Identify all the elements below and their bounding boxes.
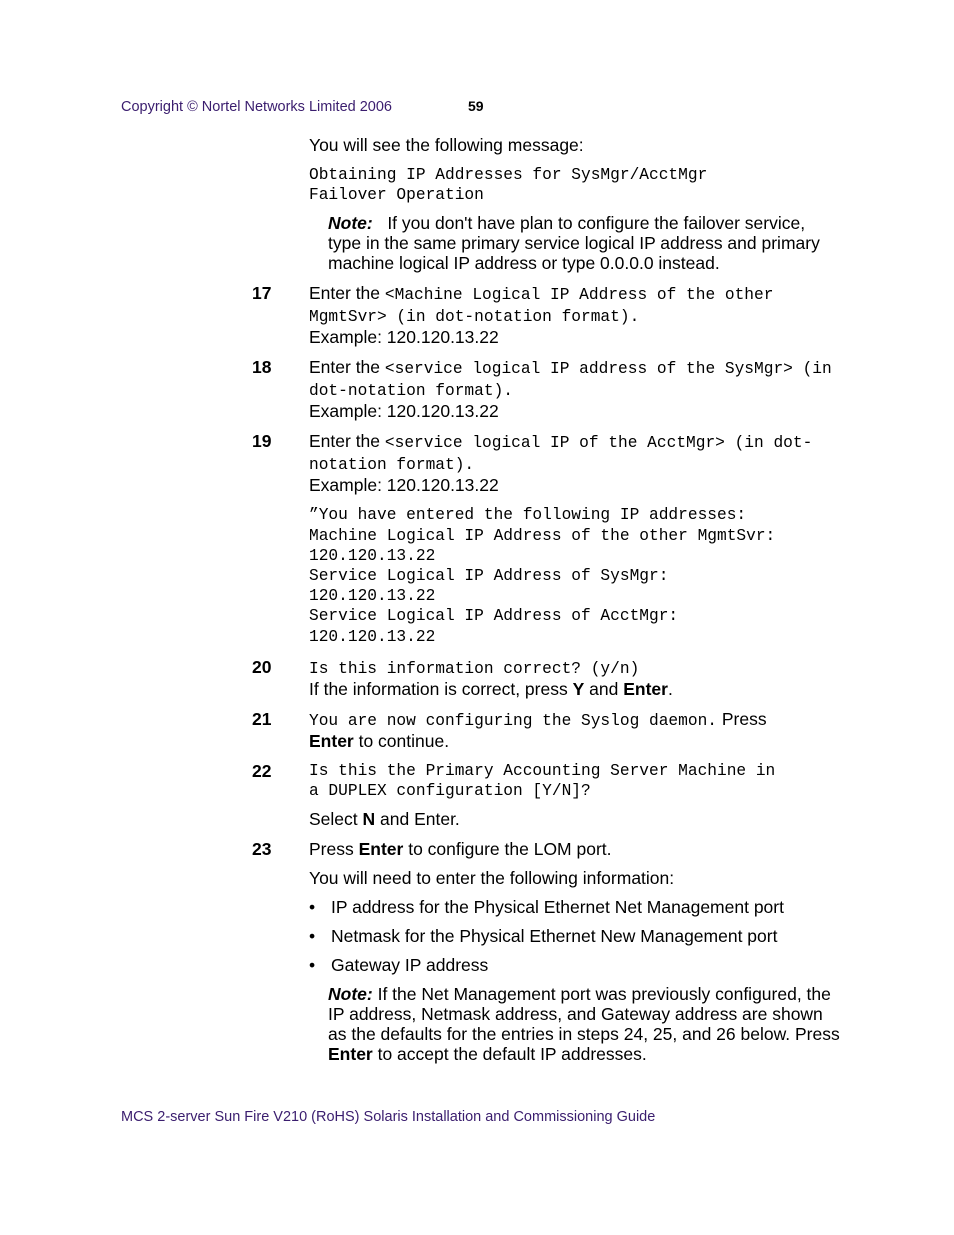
bullet-icon: • [309, 897, 316, 918]
step-text: and [584, 678, 624, 699]
note-text: If the Net Management port was previously configured, the IP address, Netmask address, and Gateway address are shown as the defaults for the entries in steps 24, 25, and 26 below. Press [328, 984, 840, 1045]
step-text: If the information is correct, press [309, 678, 573, 699]
step-code: <service logical IP of the AcctMgr> (in dot-notation format). [309, 434, 813, 475]
step-number: 21 [252, 708, 272, 729]
bullet-text: Gateway IP address [331, 955, 489, 976]
key-enter: Enter [309, 730, 354, 751]
step-number: 20 [252, 656, 272, 677]
note-text: If you don't have plan to configure the failover service, type in the same primary service logical IP address and primary machine logical IP address or type 0.0.0.0 instead. [328, 213, 820, 274]
list-item [309, 897, 842, 917]
step-example: Example: 120.120.13.22 [309, 327, 499, 348]
header-copyright: Copyright © Nortel Networks Limited 2006 [121, 99, 392, 115]
step-number: 19 [252, 431, 272, 452]
step-text: Press [717, 708, 767, 729]
step-22 [252, 761, 842, 829]
key-enter: Enter [623, 678, 668, 699]
step-19 [252, 431, 842, 495]
note-label: Note: [328, 984, 373, 1005]
step-23 [252, 839, 842, 888]
step-body [309, 657, 842, 699]
ip-summary-code-block: ”You have entered the following IP addresses: Machine Logical IP Address of the other MgmtSvr: 120.120.13.22 Service Logical IP Address of SysMgr: 120.120.13.22 Service Logical IP Address of AcctMgr: 120.120.13.22 [309, 506, 776, 646]
step-code: Is this information correct? (y/n) [309, 659, 640, 678]
step-body [309, 431, 842, 495]
note-label: Note: [328, 213, 373, 234]
step-21 [252, 709, 842, 751]
step-18 [252, 357, 842, 421]
step-lead: Enter the [309, 431, 385, 452]
list-item [309, 926, 842, 946]
step-code: Is this the Primary Accounting Server Machine in a DUPLEX configuration [Y/N]? [309, 761, 776, 801]
step-text: to configure the LOM port. [403, 839, 612, 860]
intro-note [328, 213, 842, 273]
intro-message-line: You will see the following message: [309, 135, 584, 155]
step-17 [252, 283, 842, 347]
key-enter: Enter [328, 1044, 373, 1065]
bullet-icon: • [309, 955, 316, 976]
step-body [309, 709, 842, 751]
step-number: 22 [252, 760, 272, 781]
step-body [309, 357, 842, 421]
step-20 [252, 657, 842, 699]
step-lead: Enter the [309, 283, 385, 304]
note-text: to accept the default IP addresses. [372, 1044, 647, 1065]
bullet-text: Netmask for the Physical Ethernet New Management port [331, 926, 778, 947]
key-n: N [362, 809, 376, 830]
step-text: Select [309, 809, 363, 830]
key-y: Y [572, 678, 585, 699]
lom-note [328, 984, 842, 1064]
intro-code-block: Obtaining IP Addresses for SysMgr/AcctMgr Failover Operation [309, 166, 708, 205]
step-number: 17 [252, 283, 272, 304]
step-code: <service logical IP address of the SysMgr> (in dot-notation format). [309, 360, 832, 401]
page-number: 59 [468, 98, 484, 114]
step-body [309, 761, 842, 829]
step-text: Press [309, 839, 359, 860]
step-code: <Machine Logical IP Address of the other MgmtSvr> (in dot-notation format). [309, 286, 774, 327]
step-example: Example: 120.120.13.22 [309, 475, 499, 496]
footer-title: MCS 2-server Sun Fire V210 (RoHS) Solaris Installation and Commissioning Guide [121, 1109, 656, 1125]
step-text: to continue. [353, 730, 450, 751]
key-enter: Enter [358, 839, 404, 860]
info-line: You will need to enter the following information: [309, 868, 675, 889]
step-number: 23 [252, 839, 272, 860]
step-select-line [309, 809, 842, 829]
main-content [252, 135, 842, 1064]
step-code: You are now configuring the Syslog daemon. [309, 711, 717, 730]
step-example: Example: 120.120.13.22 [309, 401, 499, 422]
bullet-text: IP address for the Physical Ethernet Net Management port [331, 897, 784, 918]
step-lead: Enter the [309, 357, 385, 378]
step-body [309, 283, 842, 347]
step-text: and Enter. [375, 809, 460, 830]
bullet-icon: • [309, 926, 316, 947]
step-body [309, 839, 842, 888]
list-item [309, 955, 842, 975]
step-number: 18 [252, 357, 272, 378]
step-text: . [667, 678, 673, 699]
